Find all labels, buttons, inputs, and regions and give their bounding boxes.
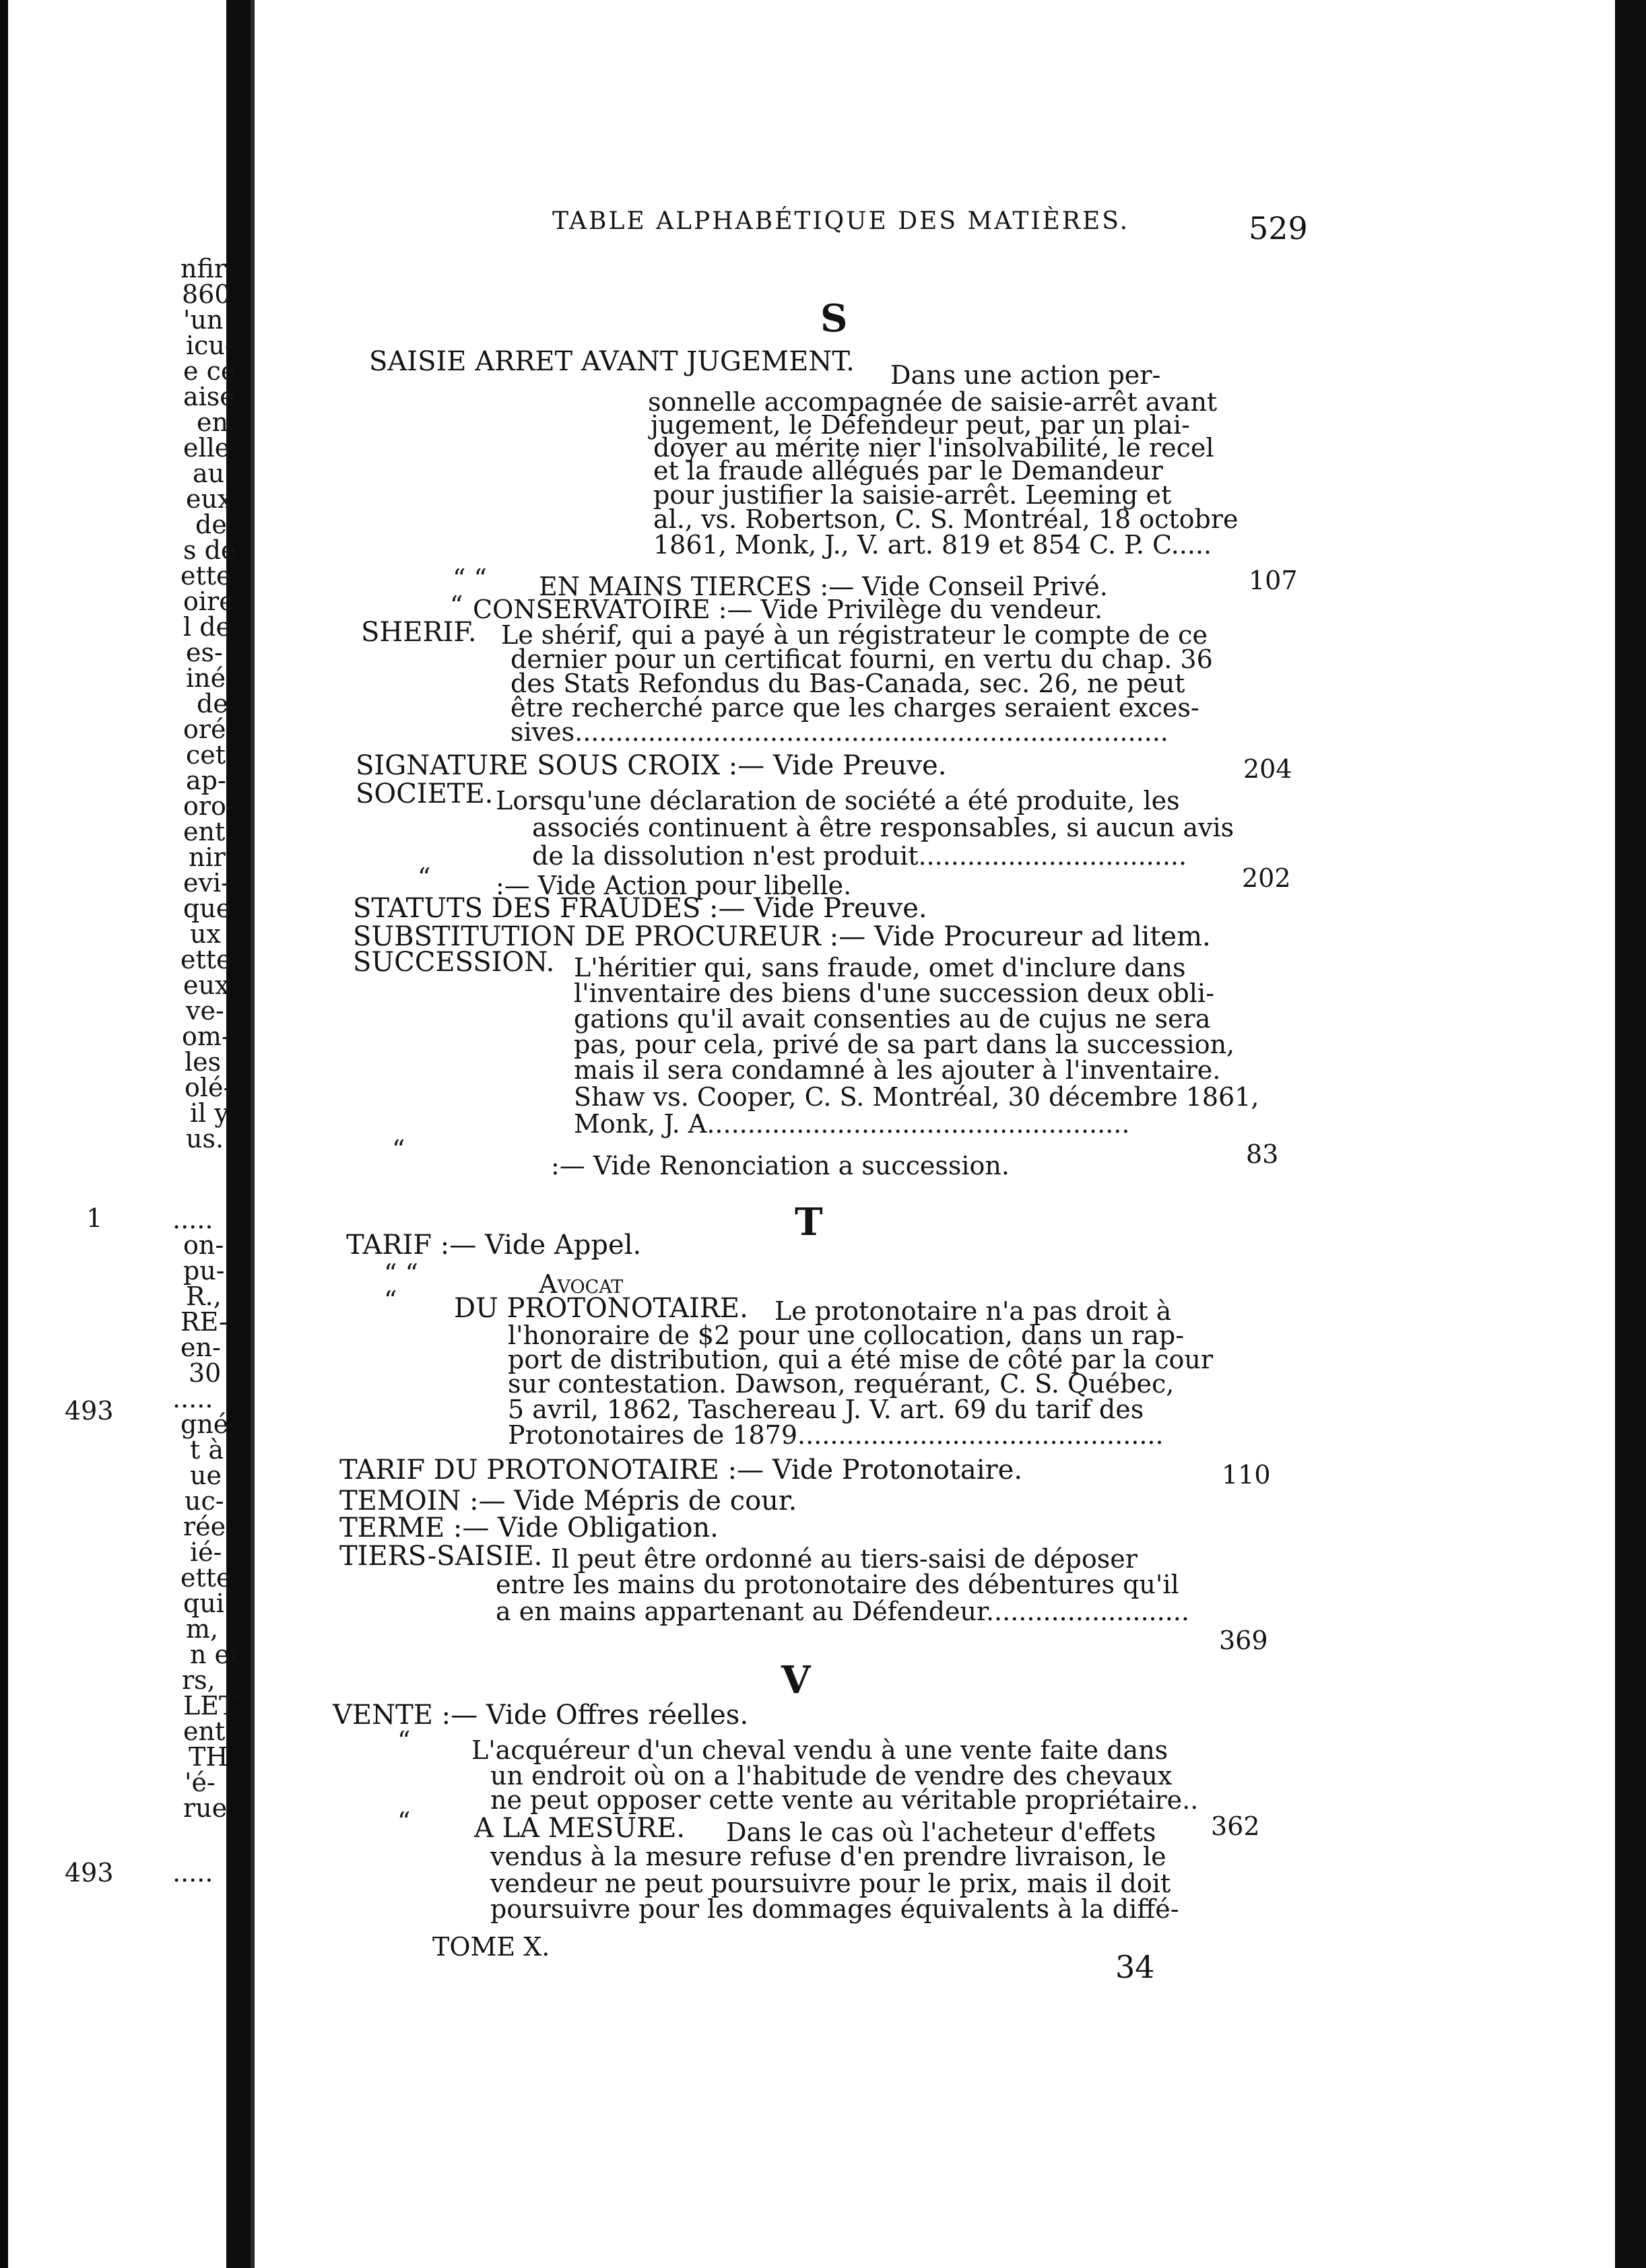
- left-line: ux: [190, 919, 221, 949]
- left-line: us.: [186, 1124, 224, 1154]
- left-line: les: [185, 1047, 222, 1077]
- entry-page-ref: 362: [1211, 1811, 1260, 1841]
- entry-page-ref: 107: [1249, 566, 1298, 595]
- left-line: 'é-: [185, 1768, 216, 1797]
- left-line: ue: [190, 1461, 222, 1490]
- left-line: elle: [183, 433, 230, 463]
- entry-line: port de distribution, qui a été mise de côté par la cour: [508, 1345, 1214, 1374]
- section-letter-s: S: [820, 296, 848, 341]
- entry-line: l'honoraire de $2 pour une collocation, dans un rap-: [508, 1321, 1185, 1350]
- ditto-mark: “: [450, 591, 463, 620]
- left-line: eux: [186, 484, 232, 514]
- entry-line: sives.........................................................................: [511, 717, 1168, 747]
- entry-line: pas, pour cela, privé de sa part dans la succession,: [574, 1030, 1235, 1059]
- left-line: de: [195, 510, 227, 539]
- tome-label: TOME X.: [432, 1932, 550, 1962]
- entry-subheading: EN MAINS TIERCES :— Vide Conseil Privé.: [539, 572, 1108, 601]
- entry-line: Il peut être ordonné au tiers-saisi de déposer: [551, 1544, 1138, 1574]
- entry-subheading: DU PROTONOTAIRE.: [454, 1293, 748, 1324]
- left-line: es-: [186, 638, 223, 667]
- left-line: nfir-: [180, 254, 235, 284]
- entry-line: et la fraude allégués par le Demandeur: [653, 456, 1163, 486]
- entry-line: doyer au mérite nier l'insolvabilité, le recel: [653, 433, 1214, 463]
- left-line: ette: [180, 945, 232, 974]
- entry-line: être recherché parce que les charges seraient exces-: [511, 693, 1199, 723]
- left-line: ve-: [186, 996, 224, 1026]
- entry-heading: SHERIF.: [361, 617, 477, 648]
- left-page-number: 493: [65, 1858, 114, 1888]
- entry-line: jugement, le Défendeur peut, par un plai-: [651, 410, 1190, 440]
- left-line: rs,: [182, 1665, 216, 1695]
- left-line: en: [197, 407, 228, 437]
- left-line: ap-: [186, 766, 226, 795]
- left-line: pu-: [183, 1256, 225, 1286]
- entry-line: Dans le cas où l'acheteur d'effets: [726, 1817, 1156, 1847]
- entry-line: l'inventaire des biens d'une succession deux obli-: [574, 978, 1214, 1008]
- entry-heading: VENTE :— Vide Offres réelles.: [333, 1700, 749, 1731]
- entry-line: 5 avril, 1862, Taschereau J. V. art. 69 du tarif des: [508, 1395, 1144, 1424]
- entry-tarif-protonotaire: TARIF DU PROTONOTAIRE :— Vide Protonotaire.: [339, 1455, 1023, 1486]
- entry-heading: TIERS-SAISIE.: [339, 1541, 543, 1572]
- left-line: n et: [190, 1640, 240, 1669]
- left-line: m,: [186, 1614, 219, 1644]
- entry-subheading: Avocat: [539, 1269, 624, 1299]
- entry-line: pour justifier la saisie-arrêt. Leeming et: [653, 480, 1172, 510]
- left-line: R.,: [186, 1281, 222, 1311]
- entry-line: de la dissolution n'est produit.................................: [532, 841, 1187, 871]
- ditto-mark: “: [418, 863, 431, 892]
- entry-line: poursuivre pour les dommages équivalents à la diffé-: [490, 1894, 1179, 1924]
- left-line: aise: [183, 382, 235, 411]
- left-line: oire: [183, 587, 234, 616]
- entry-heading: SUCCESSION.: [353, 947, 555, 978]
- ditto-mark: “: [397, 1726, 411, 1756]
- left-line: olé-: [185, 1073, 232, 1102]
- entry-line: a en mains appartenant au Défendeur.........................: [496, 1597, 1189, 1626]
- entry-subheading: :— Vide Renonciation a succession.: [551, 1151, 1010, 1180]
- ditto-mark: “: [397, 1807, 411, 1836]
- left-line: au: [193, 459, 225, 488]
- left-line: TH: [189, 1742, 228, 1772]
- entry-line: des Stats Refondus du Bas-Canada, sec. 26, ne peut: [511, 669, 1185, 698]
- left-line: 860.: [182, 279, 239, 309]
- left-line: on-: [183, 1230, 224, 1260]
- entry-line: ne peut opposer cette vente au véritable propriétaire..: [490, 1785, 1199, 1815]
- left-line: ié-: [190, 1537, 222, 1567]
- entry-page-ref: 204: [1243, 754, 1292, 784]
- left-line: om-: [182, 1022, 230, 1051]
- entry-line: L'héritier qui, sans fraude, omet d'inclure dans: [574, 953, 1186, 982]
- entry-line: sur contestation. Dawson, requérant, C. S. Québec,: [508, 1369, 1175, 1399]
- left-line: qui: [183, 1589, 224, 1618]
- left-line: ent: [183, 817, 226, 846]
- left-line: oro-: [183, 791, 235, 821]
- page-number: 529: [1249, 210, 1308, 246]
- left-line: ent: [183, 1716, 226, 1746]
- left-line: uc-: [185, 1486, 224, 1516]
- entry-line: vendeur ne peut poursuivre pour le prix, mais il doit: [490, 1869, 1171, 1898]
- left-line: rée: [183, 1512, 226, 1541]
- entry-signature: SIGNATURE SOUS CROIX :— Vide Preuve.: [356, 750, 947, 781]
- left-line: icu-: [186, 331, 234, 360]
- entry-line: vendus à la mesure refuse d'en prendre livraison, le: [490, 1842, 1166, 1871]
- entry-subheading: CONSERVATOIRE :— Vide Privilège du vendeur.: [473, 595, 1103, 624]
- entry-line: mais il sera condamné à les ajouter à l'inventaire.: [574, 1055, 1221, 1085]
- left-line: cet: [186, 740, 226, 770]
- left-line: RE-: [180, 1307, 228, 1337]
- left-line: iné: [186, 663, 226, 693]
- entry-line: sonnelle accompagnée de saisie-arrêt avant: [648, 387, 1218, 417]
- entry-page-ref: 369: [1219, 1626, 1268, 1655]
- left-line: 'un: [183, 305, 224, 335]
- left-line: l de: [183, 612, 232, 642]
- running-header: TABLE ALPHABÉTIQUE DES MATIÈRES.: [552, 207, 1130, 235]
- entry-subheading: A LA MESURE.: [474, 1813, 686, 1844]
- entry-subheading: :— Vide Action pour libelle.: [496, 871, 852, 900]
- left-line: 30: [189, 1358, 222, 1388]
- left-line: ette: [180, 1563, 232, 1593]
- entry-substitution: SUBSTITUTION DE PROCUREUR :— Vide Procureur ad litem.: [353, 921, 1211, 952]
- entry-page-ref: 83: [1246, 1139, 1279, 1169]
- left-line: .....: [172, 1205, 213, 1234]
- entry-terme: TERME :— Vide Obligation.: [339, 1512, 719, 1543]
- left-line: LET: [183, 1691, 236, 1721]
- left-page-number: 1: [86, 1203, 103, 1233]
- scan-edge-left: [0, 0, 8, 2268]
- section-letter-t: T: [795, 1200, 823, 1244]
- signature-mark: 34: [1115, 1949, 1155, 1985]
- entry-heading: SAISIE ARRET AVANT JUGEMENT.: [369, 346, 855, 377]
- entry-heading: SOCIETE.: [356, 778, 494, 809]
- ditto-mark: “: [384, 1286, 397, 1315]
- entry-line: Dans une action per-: [890, 360, 1161, 390]
- scan-edge-right: [1615, 0, 1646, 2268]
- entry-line: Shaw vs. Cooper, C. S. Montréal, 30 décembre 1861,: [574, 1082, 1259, 1112]
- entry-temoin: TEMOIN :— Vide Mépris de cour.: [339, 1486, 797, 1516]
- left-line: .....: [172, 1858, 213, 1888]
- page-edge: [251, 0, 255, 2268]
- entry-line: Le shérif, qui a payé à un régistrateur le compte de ce: [501, 620, 1208, 650]
- entry-line: al., vs. Robertson, C. S. Montréal, 18 octobre: [653, 504, 1239, 534]
- left-line: rue: [183, 1793, 228, 1823]
- left-line: nir: [189, 842, 226, 872]
- entry-line: gations qu'il avait consenties au de cujus ne sera: [574, 1004, 1211, 1034]
- left-page-number: 493: [65, 1396, 114, 1426]
- entry-page-ref: 110: [1222, 1460, 1271, 1490]
- entry-statuts: STATUTS DES FRAUDES :— Vide Preuve.: [353, 893, 927, 924]
- left-line: que: [183, 894, 232, 923]
- entry-line: associés continuent à être responsables, si aucun avis: [532, 813, 1234, 842]
- entry-heading: TARIF :— Vide Appel.: [346, 1230, 642, 1261]
- left-line: en-: [180, 1333, 221, 1362]
- ditto-mark: “ “: [384, 1259, 418, 1288]
- entry-line: un endroit où on a l'habitude de vendre des chevaux: [490, 1761, 1173, 1791]
- ditto-mark: “ “: [453, 564, 487, 593]
- left-line: gné: [180, 1409, 229, 1439]
- left-line: oré-: [183, 714, 235, 744]
- left-line: .....: [172, 1384, 213, 1413]
- left-line: il y: [190, 1098, 229, 1128]
- entry-line: Lorsqu'une déclaration de société a été produite, les: [496, 786, 1180, 815]
- entry-line: entre les mains du protonotaire des débentures qu'il: [496, 1570, 1179, 1599]
- entry-line: Le protonotaire n'a pas droit à: [775, 1296, 1172, 1326]
- entry-line: L'acquéreur d'un cheval vendu à une vente faite dans: [471, 1735, 1168, 1765]
- ditto-mark: “: [392, 1135, 405, 1164]
- left-line: ette: [180, 561, 232, 591]
- entry-line: dernier pour un certificat fourni, en vertu du chap. 36: [511, 644, 1213, 674]
- entry-line: Protonotaires de 1879.............................................: [508, 1420, 1164, 1450]
- left-line: e ce: [183, 356, 236, 386]
- left-line: t à: [190, 1435, 224, 1465]
- section-letter-v: V: [781, 1658, 811, 1702]
- left-line: eux: [183, 970, 230, 1000]
- left-line: de: [197, 689, 228, 719]
- left-line: s de: [183, 535, 236, 565]
- left-line: evi-: [183, 868, 230, 898]
- entry-line: 1861, Monk, J., V. art. 819 et 854 C. P. C.....: [653, 530, 1212, 560]
- entry-page-ref: 202: [1242, 863, 1291, 893]
- entry-line: Monk, J. A....................................................: [574, 1109, 1130, 1139]
